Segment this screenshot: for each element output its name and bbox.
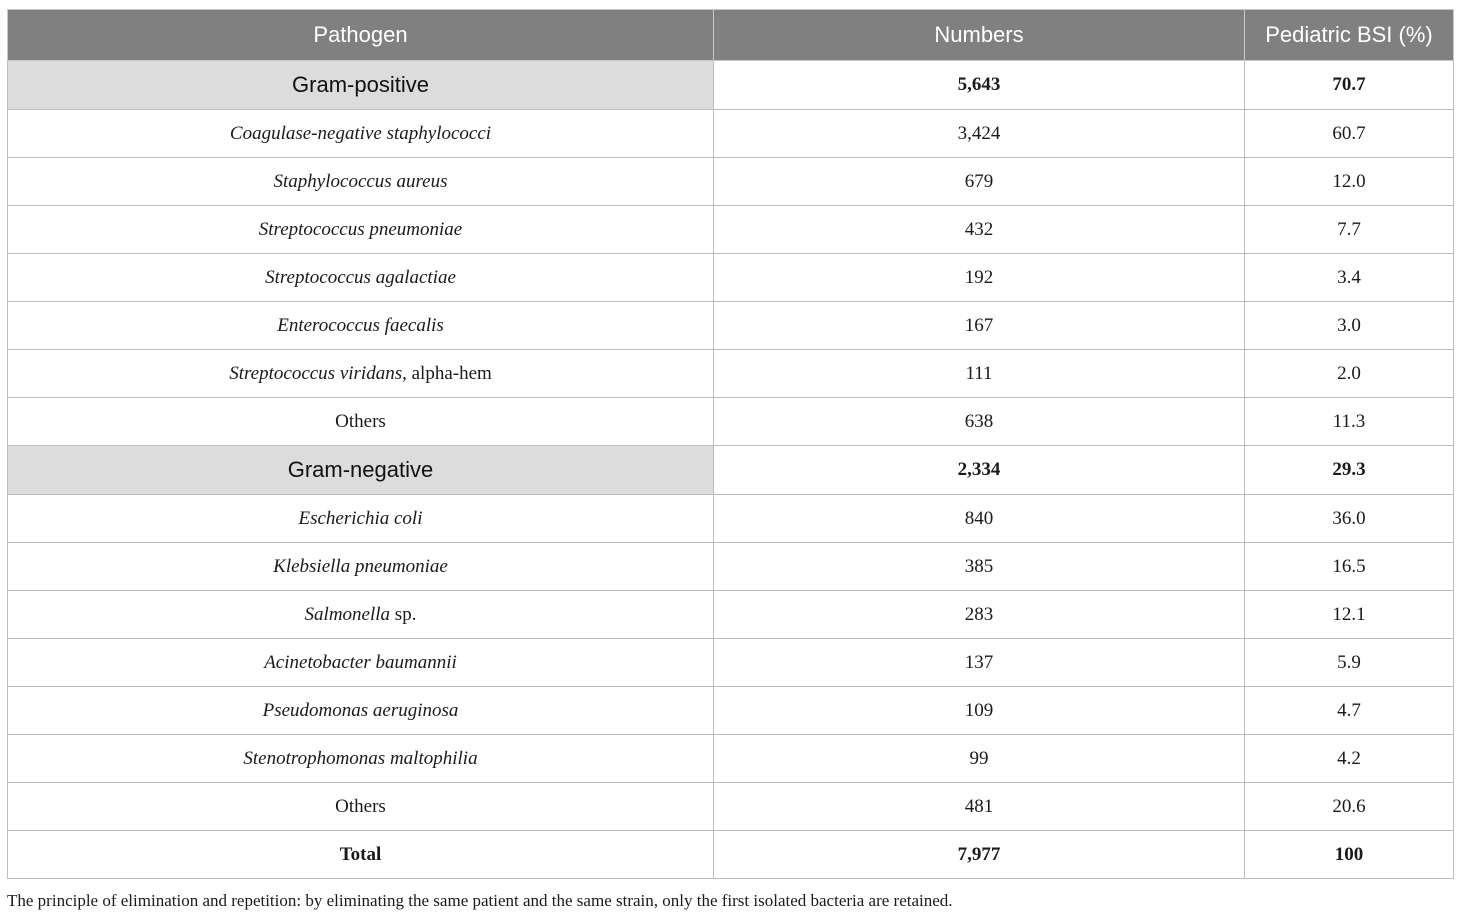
group-number: 2,334 <box>714 446 1245 495</box>
table-row <box>8 687 1454 735</box>
pathogen-species: Streptococcus viridans <box>229 362 403 384</box>
group-row <box>8 61 1454 110</box>
group-row <box>8 446 1454 495</box>
pathogen-name <box>8 158 714 206</box>
table-row <box>8 110 1454 158</box>
header-pathogen: Pathogen <box>8 10 714 61</box>
pathogen-number: 99 <box>714 735 1245 783</box>
pathogen-percent: 4.7 <box>1245 687 1454 735</box>
total-percent: 100 <box>1245 831 1454 879</box>
pathogen-percent: 16.5 <box>1245 543 1454 591</box>
header-pediatric-bsi: Pediatric BSI (%) <box>1245 10 1454 61</box>
header-numbers: Numbers <box>714 10 1245 61</box>
pathogen-table <box>7 9 1454 879</box>
table-row <box>8 158 1454 206</box>
pathogen-species: Stenotrophomonas maltophilia <box>243 747 478 769</box>
pathogen-number: 111 <box>714 350 1245 398</box>
pathogen-percent: 3.4 <box>1245 254 1454 302</box>
table-row <box>8 206 1454 254</box>
pathogen-species: Streptococcus pneumoniae <box>258 218 463 240</box>
pathogen-number: 192 <box>714 254 1245 302</box>
total-label: Total <box>8 831 714 879</box>
pathogen-species: Escherichia coli <box>298 507 423 529</box>
table-row <box>8 639 1454 687</box>
pathogen-number: 481 <box>714 783 1245 831</box>
table-row <box>8 735 1454 783</box>
group-percent: 70.7 <box>1245 61 1454 110</box>
pathogen-percent: 12.1 <box>1245 591 1454 639</box>
pathogen-suffix: , alpha-hem <box>402 362 492 384</box>
pathogen-percent: 36.0 <box>1245 495 1454 543</box>
pathogen-suffix: Others <box>335 795 386 817</box>
pathogen-table-container <box>7 9 1453 879</box>
pathogen-percent: 3.0 <box>1245 302 1454 350</box>
table-row <box>8 302 1454 350</box>
pathogen-species: Acinetobacter baumannii <box>264 651 457 673</box>
pathogen-species: Enterococcus faecalis <box>277 314 444 336</box>
pathogen-name <box>8 495 714 543</box>
total-number: 7,977 <box>714 831 1245 879</box>
pathogen-name <box>8 735 714 783</box>
table-row <box>8 543 1454 591</box>
pathogen-percent: 7.7 <box>1245 206 1454 254</box>
pathogen-name <box>8 687 714 735</box>
pathogen-species: Staphylococcus aureus <box>273 170 448 192</box>
pathogen-number: 283 <box>714 591 1245 639</box>
pathogen-species: Salmonella <box>304 603 391 625</box>
pathogen-suffix: Others <box>335 410 386 432</box>
group-name: Gram-negative <box>8 446 714 495</box>
pathogen-name <box>8 302 714 350</box>
pathogen-name <box>8 543 714 591</box>
group-percent: 29.3 <box>1245 446 1454 495</box>
pathogen-suffix: sp. <box>390 603 417 625</box>
table-row <box>8 350 1454 398</box>
pathogen-number: 840 <box>714 495 1245 543</box>
pathogen-percent: 2.0 <box>1245 350 1454 398</box>
pathogen-name <box>8 110 714 158</box>
pathogen-species: Coagulase-negative staphylococci <box>229 122 492 144</box>
pathogen-number: 167 <box>714 302 1245 350</box>
table-header <box>8 10 1454 61</box>
pathogen-name <box>8 639 714 687</box>
pathogen-number: 385 <box>714 543 1245 591</box>
pathogen-number: 679 <box>714 158 1245 206</box>
pathogen-species: Streptococcus agalactiae <box>265 266 456 288</box>
pathogen-percent: 20.6 <box>1245 783 1454 831</box>
header-row <box>8 10 1454 61</box>
table-row <box>8 398 1454 446</box>
pathogen-name <box>8 350 714 398</box>
pathogen-name <box>8 591 714 639</box>
group-number: 5,643 <box>714 61 1245 110</box>
pathogen-number: 3,424 <box>714 110 1245 158</box>
pathogen-percent: 5.9 <box>1245 639 1454 687</box>
pathogen-species: Klebsiella pneumoniae <box>273 555 448 577</box>
pathogen-name <box>8 398 714 446</box>
table-footnote: The principle of elimination and repetition: by eliminating the same patient and the same strain, only the first isolated bacteria are retained. <box>7 891 953 910</box>
table-row <box>8 254 1454 302</box>
pathogen-percent: 4.2 <box>1245 735 1454 783</box>
pathogen-number: 137 <box>714 639 1245 687</box>
pathogen-percent: 11.3 <box>1245 398 1454 446</box>
total-row <box>8 831 1454 879</box>
table-body <box>8 61 1454 879</box>
pathogen-name <box>8 254 714 302</box>
table-row <box>8 495 1454 543</box>
pathogen-species: Pseudomonas aeruginosa <box>262 699 459 721</box>
table-row <box>8 591 1454 639</box>
pathogen-number: 432 <box>714 206 1245 254</box>
table-row <box>8 783 1454 831</box>
pathogen-number: 109 <box>714 687 1245 735</box>
pathogen-number: 638 <box>714 398 1245 446</box>
pathogen-percent: 12.0 <box>1245 158 1454 206</box>
pathogen-name <box>8 206 714 254</box>
pathogen-name <box>8 783 714 831</box>
pathogen-percent: 60.7 <box>1245 110 1454 158</box>
group-name: Gram-positive <box>8 61 714 110</box>
